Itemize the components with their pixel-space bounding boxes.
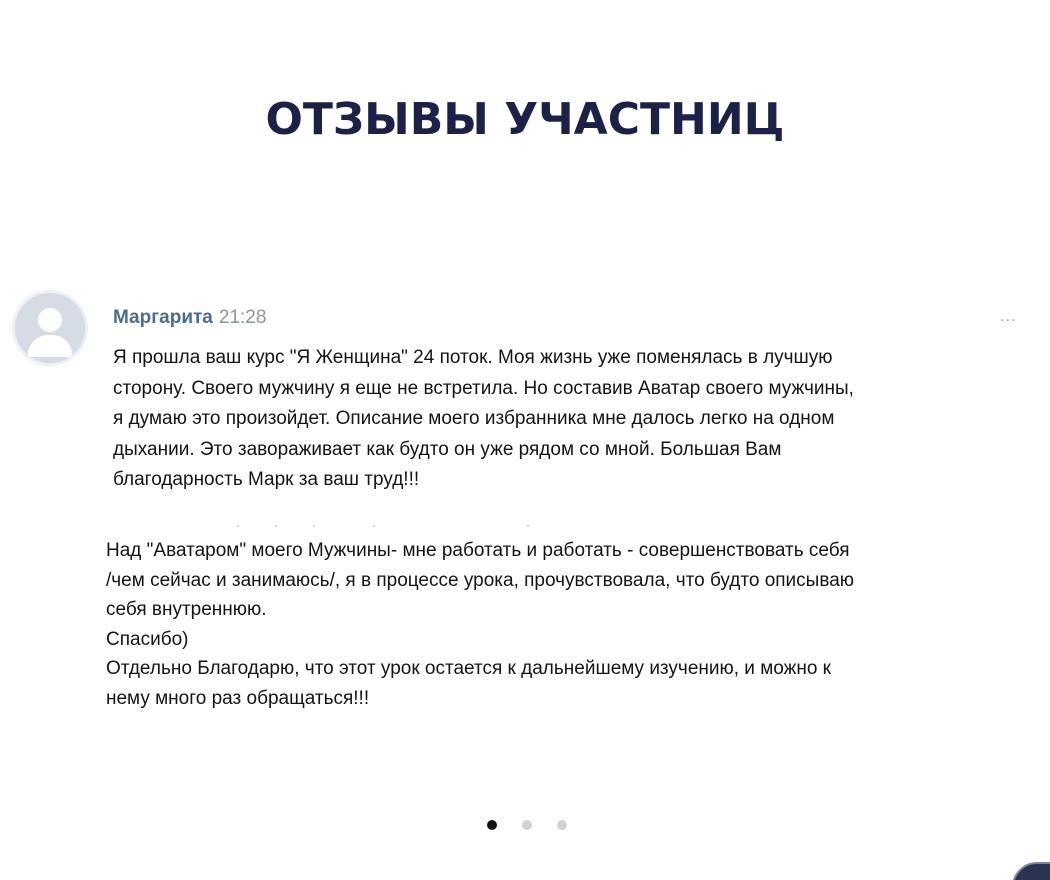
avatar bbox=[12, 290, 88, 366]
page-title: ОТЗЫВЫ УЧАСТНИЦ bbox=[265, 94, 785, 145]
more-options-icon[interactable]: ... bbox=[1000, 308, 1017, 325]
comment-time: 21:28 bbox=[218, 307, 267, 328]
author-name[interactable]: Маргарита bbox=[113, 307, 213, 328]
reply-text bbox=[106, 536, 1036, 713]
cropped-text-remnant bbox=[237, 525, 537, 529]
user-placeholder-icon bbox=[15, 293, 85, 363]
comment-line: сторону. Своего мужчину я еще не встретила. Но составив Аватар своего мужчины, bbox=[113, 377, 854, 399]
reply-line: Спасибо) bbox=[106, 628, 189, 650]
reply-line: Над "Аватаром" моего Мужчины- мне работать и работать - совершенствовать себя bbox=[106, 540, 850, 561]
reply-line: нему много раз обращаться!!! bbox=[106, 687, 370, 709]
reply-line: Отдельно Благодарю, что этот урок остается к дальнейшему изучению, и можно к bbox=[106, 658, 831, 679]
comment-text bbox=[113, 343, 1033, 496]
carousel-pagination bbox=[484, 820, 574, 832]
comment-header bbox=[113, 306, 266, 330]
comment-line: Я прошла ваш курс "Я Женщина" 24 поток. Моя жизнь уже поменялась в лучшую bbox=[113, 347, 833, 368]
comment-line: дыхании. Это завораживает как будто он уже рядом со мной. Большая Вам bbox=[113, 438, 782, 460]
reply-line: /чем сейчас и занимаюсь/, я в процессе урока, прочувствовала, что будто описываю bbox=[106, 569, 855, 591]
comment-line: благодарность Марк за ваш труд!!! bbox=[113, 469, 420, 490]
reply-line: себя внутреннюю. bbox=[106, 599, 267, 620]
floating-action-button[interactable] bbox=[1012, 862, 1050, 880]
review-screenshot bbox=[0, 280, 1050, 740]
carousel-dot-2[interactable] bbox=[522, 820, 532, 830]
comment-line: я думаю это произойдет. Описание моего избранника мне далось легко на одном bbox=[113, 408, 835, 429]
carousel-dot-1[interactable] bbox=[487, 820, 497, 830]
carousel-dot-3[interactable] bbox=[557, 820, 567, 830]
